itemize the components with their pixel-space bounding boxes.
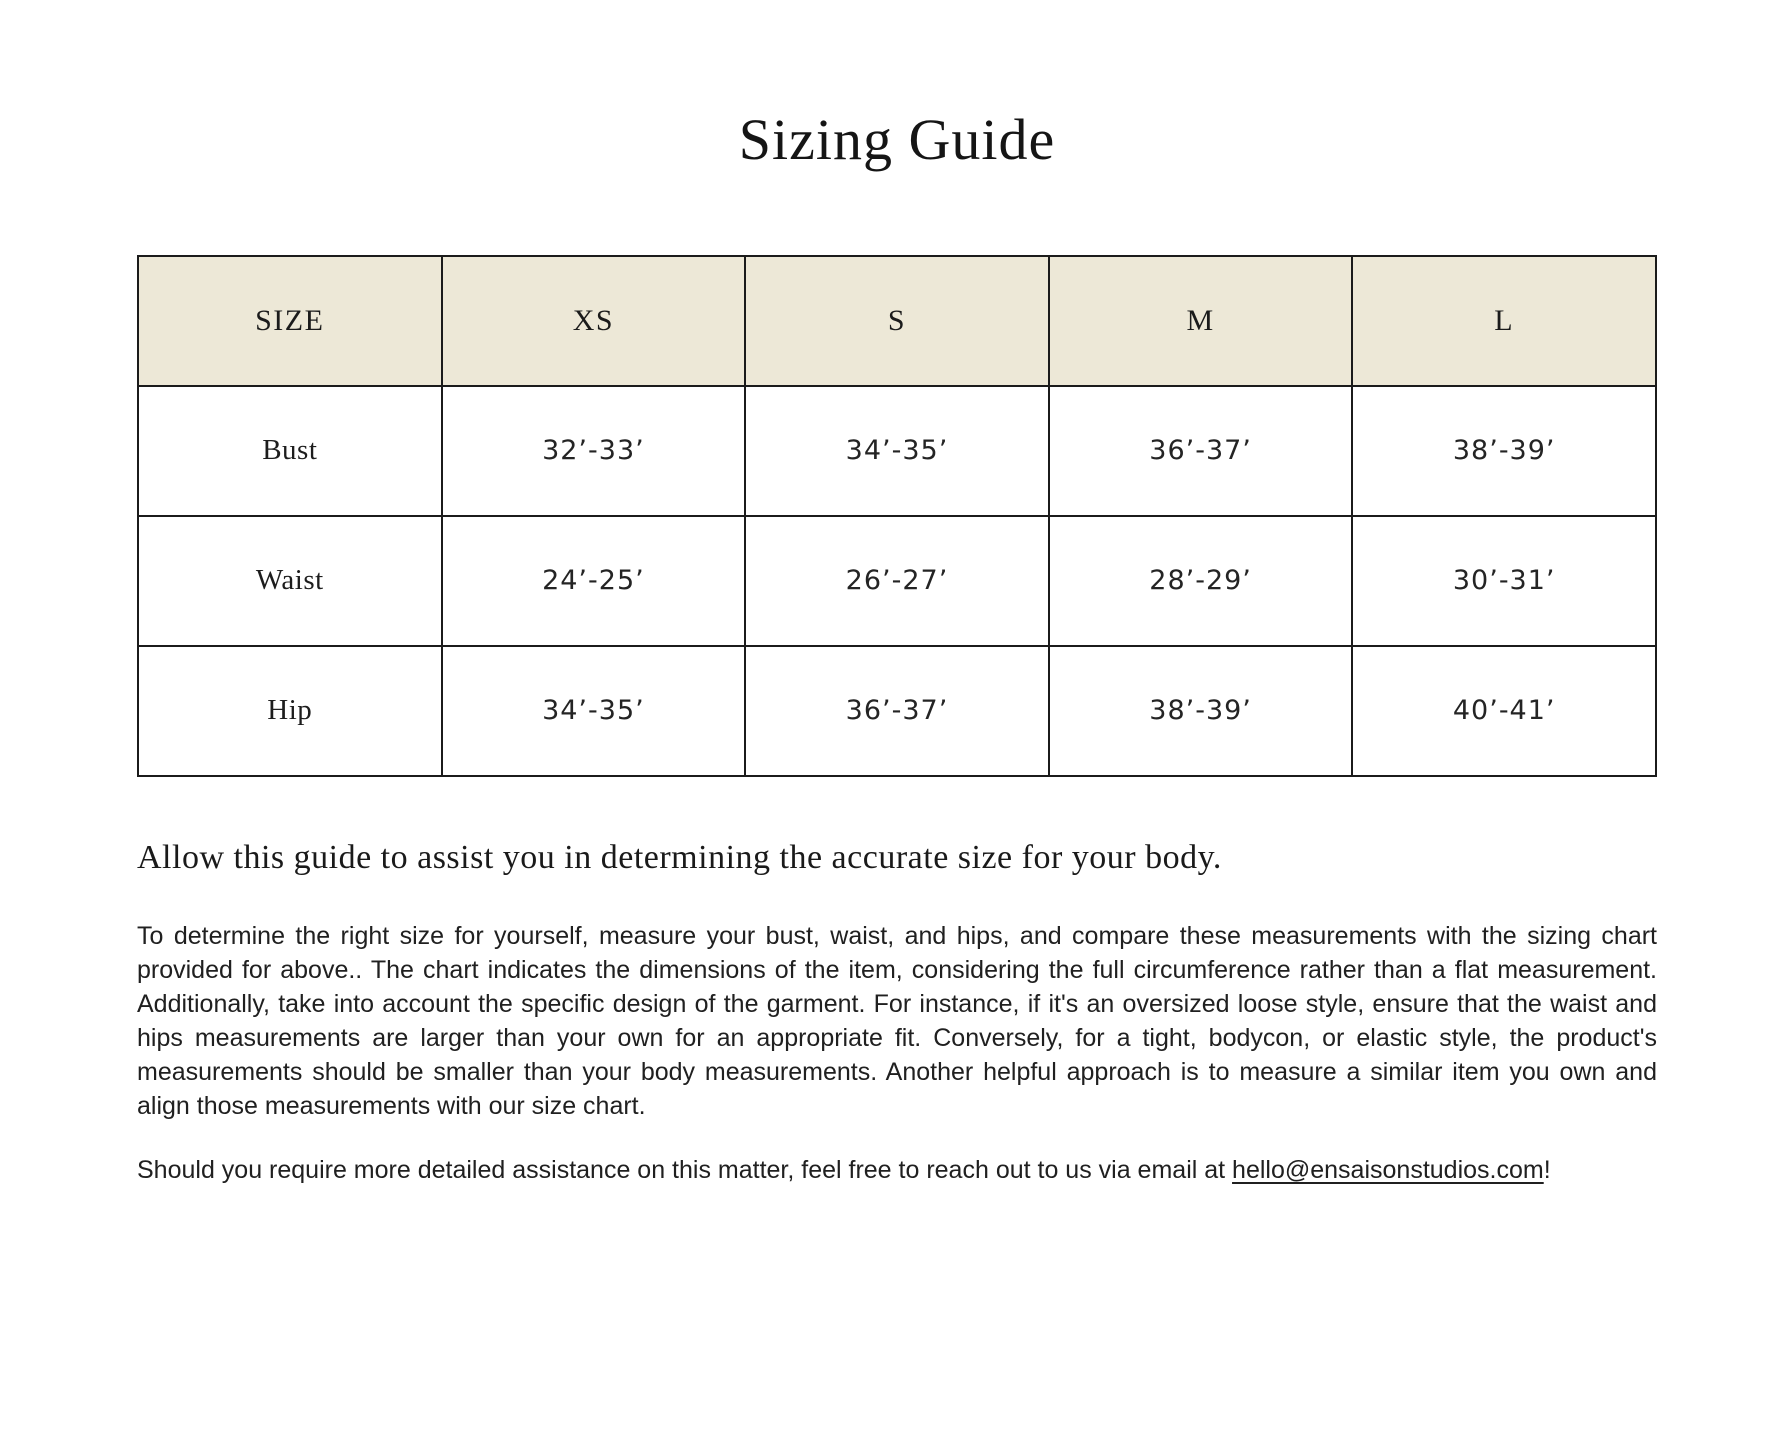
instructions-paragraph: To determine the right size for yourself, measure your bust, waist, and hips, and compare these measurements with the sizing chart provided for above.. The chart indicates the dimensions of the item, considering the full circumference rather than a flat measurement. Additionally, take into account the specific design of the garment. For instance, if it's an oversized loose style, ensure that the waist and hips measurements are larger than your own for an appropriate fit. Conversely, for a tight, bodycon, or elastic style, the product's measurements should be smaller than your body measurements. Another helpful approach is to measure a similar item you own and align those measurements with our size chart. — [137, 921, 1657, 1120]
sizing-guide-page — [0, 104, 1792, 1448]
column-header-size: SIZE — [138, 256, 442, 386]
contact-text: Should you require more detailed assistance on this matter, feel free to reach out to us via email at — [137, 1155, 1233, 1184]
hip-l-value: 40’-41’ — [1352, 646, 1656, 776]
waist-s-value: 26’-27’ — [745, 516, 1049, 646]
measurement-label-waist: Waist — [138, 516, 442, 646]
contact-suffix: ! — [1543, 1155, 1551, 1184]
hip-s-value: 36’-37’ — [745, 646, 1049, 776]
column-header-l: L — [1352, 256, 1656, 386]
contact-line — [137, 1153, 1657, 1187]
header-row — [138, 256, 1656, 386]
table-row-waist — [138, 516, 1656, 646]
column-header-xs: XS — [442, 256, 746, 386]
column-header-m: M — [1049, 256, 1353, 386]
email-link[interactable]: hello@ensaisonstudios.com — [1232, 1155, 1544, 1184]
table-row-hip — [138, 646, 1656, 776]
hip-m-value: 38’-39’ — [1049, 646, 1353, 776]
hip-xs-value: 34’-35’ — [442, 646, 746, 776]
waist-xs-value: 24’-25’ — [442, 516, 746, 646]
column-header-s: S — [745, 256, 1049, 386]
waist-l-value: 30’-31’ — [1352, 516, 1656, 646]
lead-text: Allow this guide to assist you in determining the accurate size for your body. — [137, 838, 1222, 876]
bust-xs-value: 32’-33’ — [442, 386, 746, 516]
bust-s-value: 34’-35’ — [745, 386, 1049, 516]
waist-m-value: 28’-29’ — [1049, 516, 1353, 646]
bust-m-value: 36’-37’ — [1049, 386, 1353, 516]
table-row-bust — [138, 386, 1656, 516]
measurement-label-hip: Hip — [138, 646, 442, 776]
page-title: Sizing Guide — [738, 107, 1056, 172]
sizing-table — [137, 255, 1657, 777]
bust-l-value: 38’-39’ — [1352, 386, 1656, 516]
measurement-label-bust: Bust — [138, 386, 442, 516]
